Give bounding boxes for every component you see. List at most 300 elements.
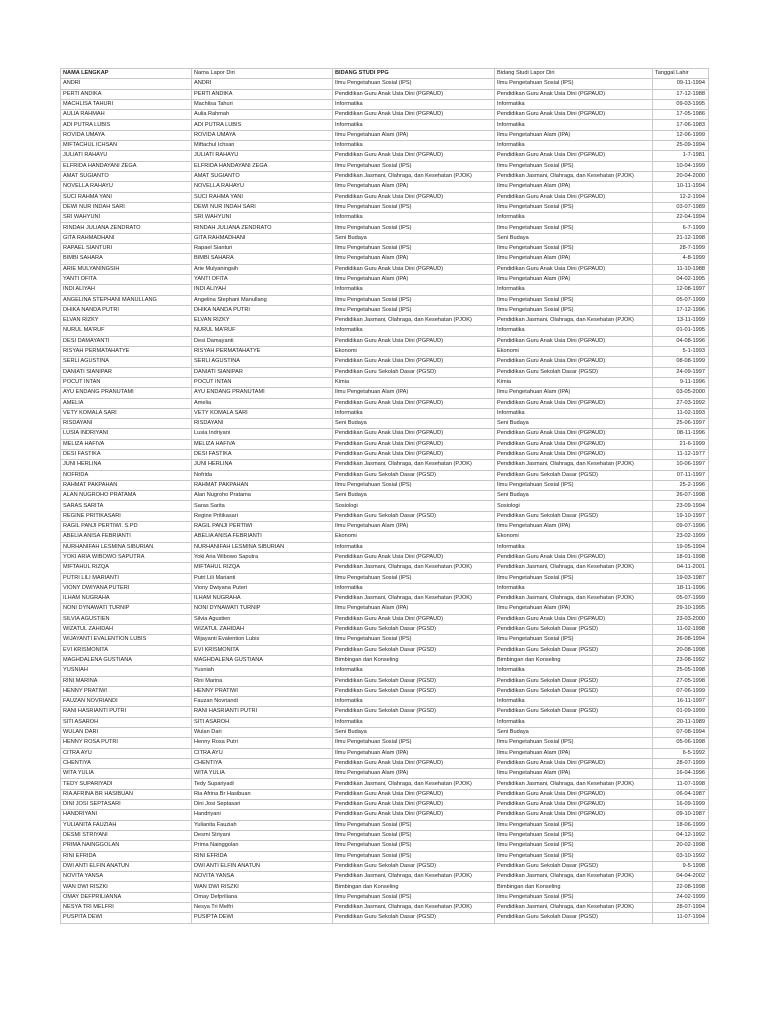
cell-nama-lapor-diri: Prima Nainggolan (192, 841, 333, 851)
cell-bidang-studi-lapor-diri: Pendidikan Jasmani, Olahraga, dan Kesehatan (PJOK) (495, 171, 653, 181)
cell-nama-lapor-diri: NOVELLA RAHAYU (192, 182, 333, 192)
cell-tanggal-lahir: 05-06-1998 (653, 738, 709, 748)
cell-bidang-studi-ppg: Pendidikan Jasmani, Olahraga, dan Kesehatan (PJOK) (333, 594, 495, 604)
cell-nama-lapor-diri: Regine Pritikasari (192, 511, 333, 521)
cell-nama-lapor-diri: YANTI OFITA (192, 274, 333, 284)
cell-bidang-studi-lapor-diri: Informatika (495, 120, 653, 130)
cell-bidang-studi-ppg: Pendidikan Guru Anak Usia Dini (PGPAUD) (333, 810, 495, 820)
cell-nama-lengkap: DINI JOSI SEPTASARI (61, 800, 192, 810)
cell-nama-lengkap: YUSNIAH (61, 666, 192, 676)
cell-tanggal-lahir: 18-06-1999 (653, 820, 709, 830)
cell-nama-lengkap: POCUT INTAN (61, 377, 192, 387)
cell-bidang-studi-lapor-diri: Ilmu Pengetahuan Alam (IPA) (495, 182, 653, 192)
table-row (61, 851, 709, 861)
cell-bidang-studi-ppg: Informatika (333, 213, 495, 223)
cell-tanggal-lahir: 12-06-1999 (653, 130, 709, 140)
table-row (61, 233, 709, 243)
cell-nama-lengkap: LUSIA INDRIYANI (61, 429, 192, 439)
cell-nama-lapor-diri: Lusia Indriyani (192, 429, 333, 439)
cell-bidang-studi-lapor-diri: Informatika (495, 213, 653, 223)
cell-bidang-studi-ppg: Ilmu Pengetahuan Sosial (IPS) (333, 295, 495, 305)
cell-bidang-studi-ppg: Kimia (333, 377, 495, 387)
cell-bidang-studi-ppg: Pendidikan Guru Sekolah Dasar (PGSD) (333, 470, 495, 480)
cell-tanggal-lahir: 22-08-1998 (653, 882, 709, 892)
cell-bidang-studi-ppg: Pendidikan Guru Anak Usia Dini (PGPAUD) (333, 151, 495, 161)
cell-nama-lapor-diri: NOVITA YANSA (192, 872, 333, 882)
cell-tanggal-lahir: 09-10-1987 (653, 810, 709, 820)
cell-nama-lapor-diri: PERTI ANDIKA (192, 89, 333, 99)
cell-nama-lengkap: RINI EFRIDA (61, 851, 192, 861)
cell-nama-lengkap: HANDRIYANI (61, 810, 192, 820)
cell-tanggal-lahir: 11-12-1977 (653, 449, 709, 459)
table-row (61, 872, 709, 882)
cell-bidang-studi-lapor-diri: Pendidikan Jasmani, Olahraga, dan Kesehatan (PJOK) (495, 460, 653, 470)
cell-bidang-studi-lapor-diri: Ilmu Pengetahuan Alam (IPA) (495, 748, 653, 758)
cell-bidang-studi-ppg: Ilmu Pengetahuan Sosial (IPS) (333, 635, 495, 645)
cell-nama-lengkap: AMAT SUGIANTO (61, 171, 192, 181)
cell-bidang-studi-ppg: Informatika (333, 408, 495, 418)
cell-nama-lengkap: MELIZA HAFIVA (61, 439, 192, 449)
table-row (61, 830, 709, 840)
cell-bidang-studi-ppg: Sosiologi (333, 501, 495, 511)
cell-bidang-studi-ppg: Informatika (333, 99, 495, 109)
cell-nama-lengkap: FAUZAN NOVRIANDI (61, 697, 192, 707)
table-row (61, 223, 709, 233)
cell-bidang-studi-ppg: Ilmu Pengetahuan Alam (IPA) (333, 130, 495, 140)
cell-nama-lapor-diri: RAGIL PANJI PERTIWI (192, 522, 333, 532)
cell-bidang-studi-ppg: Ilmu Pengetahuan Sosial (IPS) (333, 573, 495, 583)
cell-nama-lapor-diri: WIZATUL ZAHIDAH (192, 625, 333, 635)
cell-bidang-studi-lapor-diri: Ilmu Pengetahuan Sosial (IPS) (495, 295, 653, 305)
cell-nama-lengkap: AULIA RAHMAH (61, 110, 192, 120)
cell-bidang-studi-lapor-diri: Pendidikan Guru Anak Usia Dini (PGPAUD) (495, 789, 653, 799)
cell-nama-lengkap: GITA RAHMADHANI (61, 233, 192, 243)
cell-nama-lengkap: NOFRIDA (61, 470, 192, 480)
header-nama-lengkap: NAMA LENGKAP (61, 69, 192, 79)
cell-tanggal-lahir: 29-10-1995 (653, 604, 709, 614)
cell-bidang-studi-lapor-diri: Kimia (495, 377, 653, 387)
cell-tanggal-lahir: 05-07-1999 (653, 594, 709, 604)
cell-nama-lapor-diri: Wulan Dari (192, 728, 333, 738)
cell-tanggal-lahir: 11-02-1998 (653, 625, 709, 635)
table-row (61, 141, 709, 151)
table-row (61, 861, 709, 871)
cell-bidang-studi-lapor-diri: Pendidikan Jasmani, Olahraga, dan Kesehatan (PJOK) (495, 872, 653, 882)
cell-bidang-studi-ppg: Ilmu Pengetahuan Sosial (IPS) (333, 820, 495, 830)
cell-tanggal-lahir: 28-07-1994 (653, 903, 709, 913)
spreadsheet-sheet (60, 68, 708, 924)
cell-tanggal-lahir: 04-12-1992 (653, 830, 709, 840)
cell-bidang-studi-ppg: Ilmu Pengetahuan Sosial (IPS) (333, 851, 495, 861)
cell-tanggal-lahir: 9-11-1996 (653, 377, 709, 387)
table-row (61, 305, 709, 315)
table-row (61, 120, 709, 130)
cell-bidang-studi-ppg: Ilmu Pengetahuan Alam (IPA) (333, 748, 495, 758)
cell-tanggal-lahir: 21-6-1999 (653, 439, 709, 449)
cell-tanggal-lahir: 26-08-1994 (653, 635, 709, 645)
table-row (61, 522, 709, 532)
cell-bidang-studi-lapor-diri: Pendidikan Guru Anak Usia Dini (PGPAUD) (495, 552, 653, 562)
cell-nama-lengkap: RISYAH PERMATAHATYE (61, 347, 192, 357)
cell-nama-lengkap: PUSPITA DEWI (61, 913, 192, 923)
cell-bidang-studi-ppg: Pendidikan Guru Anak Usia Dini (PGPAUD) (333, 110, 495, 120)
cell-nama-lapor-diri: RISDAYANI (192, 419, 333, 429)
cell-tanggal-lahir: 20-08-1998 (653, 645, 709, 655)
table-row (61, 388, 709, 398)
cell-bidang-studi-ppg: Pendidikan Guru Anak Usia Dini (PGPAUD) (333, 614, 495, 624)
table-row (61, 645, 709, 655)
cell-bidang-studi-lapor-diri: Ilmu Pengetahuan Sosial (IPS) (495, 161, 653, 171)
cell-bidang-studi-lapor-diri: Pendidikan Guru Sekolah Dasar (PGSD) (495, 913, 653, 923)
table-row (61, 79, 709, 89)
cell-nama-lengkap: DANIATI SIANIPAR (61, 367, 192, 377)
cell-bidang-studi-ppg: Pendidikan Guru Anak Usia Dini (PGPAUD) (333, 336, 495, 346)
cell-bidang-studi-ppg: Seni Budaya (333, 491, 495, 501)
cell-nama-lapor-diri: MIFTAHUL RIZQA (192, 563, 333, 573)
cell-tanggal-lahir: 04-04-2002 (653, 872, 709, 882)
cell-bidang-studi-lapor-diri: Ilmu Pengetahuan Alam (IPA) (495, 769, 653, 779)
cell-bidang-studi-lapor-diri: Pendidikan Jasmani, Olahraga, dan Kesehatan (PJOK) (495, 779, 653, 789)
cell-bidang-studi-lapor-diri: Pendidikan Guru Sekolah Dasar (PGSD) (495, 645, 653, 655)
cell-nama-lengkap: SERLI AGUSTINA (61, 357, 192, 367)
cell-nama-lapor-diri: RAHMAT PAKPAHAN (192, 480, 333, 490)
cell-bidang-studi-lapor-diri: Ekonomi (495, 532, 653, 542)
cell-tanggal-lahir: 17-06-1983 (653, 120, 709, 130)
cell-nama-lapor-diri: JUNI HERLINA (192, 460, 333, 470)
header-bidang-studi-ppg: BIDANG STUDI PPG (333, 69, 495, 79)
table-row (61, 326, 709, 336)
cell-nama-lapor-diri: HENNY PRATIWI (192, 686, 333, 696)
table-row (61, 563, 709, 573)
cell-bidang-studi-ppg: Pendidikan Guru Sekolah Dasar (PGSD) (333, 686, 495, 696)
cell-bidang-studi-lapor-diri: Pendidikan Guru Anak Usia Dini (PGPAUD) (495, 89, 653, 99)
cell-bidang-studi-lapor-diri: Pendidikan Jasmani, Olahraga, dan Kesehatan (PJOK) (495, 316, 653, 326)
cell-nama-lapor-diri: Angelina Stephani Manullang (192, 295, 333, 305)
table-row (61, 367, 709, 377)
cell-bidang-studi-ppg: Pendidikan Guru Sekolah Dasar (PGSD) (333, 913, 495, 923)
cell-bidang-studi-ppg: Informatika (333, 120, 495, 130)
cell-nama-lengkap: AYU ENDANG PRANUTAMI (61, 388, 192, 398)
cell-tanggal-lahir: 06-04-1987 (653, 789, 709, 799)
cell-tanggal-lahir: 09-07-1996 (653, 522, 709, 532)
cell-nama-lapor-diri: Ria Afrina Br Hasibuan (192, 789, 333, 799)
table-row (61, 635, 709, 645)
cell-nama-lapor-diri: Fauzan Novriandi (192, 697, 333, 707)
cell-bidang-studi-lapor-diri: Pendidikan Guru Sekolah Dasar (PGSD) (495, 707, 653, 717)
cell-bidang-studi-lapor-diri: Ekonomi (495, 347, 653, 357)
cell-bidang-studi-lapor-diri: Ilmu Pengetahuan Sosial (IPS) (495, 820, 653, 830)
cell-tanggal-lahir: 26-07-1998 (653, 491, 709, 501)
cell-bidang-studi-lapor-diri: Pendidikan Guru Sekolah Dasar (PGSD) (495, 686, 653, 696)
cell-nama-lengkap: CHENTIYA (61, 758, 192, 768)
cell-nama-lapor-diri: ABELIA ANISA FEBRIANTI (192, 532, 333, 542)
cell-tanggal-lahir: 25-06-1997 (653, 419, 709, 429)
cell-nama-lapor-diri: BIMBI SAHARA (192, 254, 333, 264)
cell-bidang-studi-lapor-diri: Pendidikan Guru Anak Usia Dini (PGPAUD) (495, 192, 653, 202)
cell-bidang-studi-lapor-diri: Informatika (495, 717, 653, 727)
cell-bidang-studi-lapor-diri: Informatika (495, 666, 653, 676)
table-header-row (61, 69, 709, 79)
cell-nama-lengkap: WULAN DARI (61, 728, 192, 738)
cell-bidang-studi-ppg: Ilmu Pengetahuan Sosial (IPS) (333, 480, 495, 490)
table-row (61, 686, 709, 696)
table-body (61, 79, 709, 923)
cell-tanggal-lahir: 09-03-1995 (653, 99, 709, 109)
cell-bidang-studi-ppg: Bimbingan dan Konseling (333, 655, 495, 665)
cell-nama-lapor-diri: Rapael Sianturi (192, 244, 333, 254)
cell-bidang-studi-lapor-diri: Ilmu Pengetahuan Alam (IPA) (495, 130, 653, 140)
cell-tanggal-lahir: 4-8-1999 (653, 254, 709, 264)
cell-tanggal-lahir: 27-03-1992 (653, 398, 709, 408)
cell-tanggal-lahir: 03-07-1989 (653, 202, 709, 212)
cell-nama-lapor-diri: Viony Dwiyana Puteri (192, 583, 333, 593)
cell-tanggal-lahir: 1-7-1981 (653, 151, 709, 161)
table-row (61, 532, 709, 542)
cell-bidang-studi-ppg: Seni Budaya (333, 419, 495, 429)
cell-bidang-studi-ppg: Informatika (333, 666, 495, 676)
cell-bidang-studi-ppg: Informatika (333, 542, 495, 552)
table-row (61, 285, 709, 295)
cell-nama-lapor-diri: ILHAM NUGRAHA (192, 594, 333, 604)
cell-nama-lapor-diri: ELFRIDA HANDAYANI ZEGA (192, 161, 333, 171)
cell-tanggal-lahir: 23-03-2000 (653, 614, 709, 624)
cell-bidang-studi-ppg: Pendidikan Guru Anak Usia Dini (PGPAUD) (333, 398, 495, 408)
table-row (61, 583, 709, 593)
cell-nama-lapor-diri: ADI PUTRA LUBIS (192, 120, 333, 130)
cell-nama-lapor-diri: Desi Damayanti (192, 336, 333, 346)
cell-nama-lapor-diri: Henny Rosa Putri (192, 738, 333, 748)
table-row (61, 903, 709, 913)
cell-nama-lapor-diri: Desmi Striyani (192, 830, 333, 840)
cell-bidang-studi-ppg: Informatika (333, 141, 495, 151)
cell-tanggal-lahir: 03-05-2000 (653, 388, 709, 398)
table-row (61, 758, 709, 768)
cell-bidang-studi-lapor-diri: Ilmu Pengetahuan Sosial (IPS) (495, 202, 653, 212)
cell-bidang-studi-ppg: Pendidikan Guru Sekolah Dasar (PGSD) (333, 511, 495, 521)
cell-bidang-studi-ppg: Informatika (333, 583, 495, 593)
cell-nama-lapor-diri: SITI ASAROH (192, 717, 333, 727)
cell-nama-lengkap: RAPAEL SIANTURI (61, 244, 192, 254)
cell-nama-lengkap: DEWI NUR INDAH SARI (61, 202, 192, 212)
cell-tanggal-lahir: 19-03-1987 (653, 573, 709, 583)
cell-bidang-studi-lapor-diri: Informatika (495, 99, 653, 109)
cell-tanggal-lahir: 25-05-1998 (653, 666, 709, 676)
cell-tanggal-lahir: 16-11-1997 (653, 697, 709, 707)
cell-nama-lapor-diri: Alan Nugroho Pratama (192, 491, 333, 501)
cell-tanggal-lahir: 13-11-1999 (653, 316, 709, 326)
cell-nama-lengkap: HENNY ROSA PUTRI (61, 738, 192, 748)
table-row (61, 377, 709, 387)
cell-bidang-studi-ppg: Pendidikan Guru Anak Usia Dini (PGPAUD) (333, 800, 495, 810)
table-row (61, 738, 709, 748)
cell-nama-lengkap: ARIE MULYANINGSIH (61, 264, 192, 274)
header-bidang-studi-lapor-diri: Bidang Studi Lapor Diri (495, 69, 653, 79)
cell-bidang-studi-ppg: Pendidikan Guru Anak Usia Dini (PGPAUD) (333, 89, 495, 99)
cell-nama-lapor-diri: INDI ALIYAH (192, 285, 333, 295)
cell-bidang-studi-lapor-diri: Pendidikan Guru Sekolah Dasar (PGSD) (495, 676, 653, 686)
cell-bidang-studi-lapor-diri: Pendidikan Guru Anak Usia Dini (PGPAUD) (495, 151, 653, 161)
cell-nama-lengkap: TEDY SUPARIYADI (61, 779, 192, 789)
cell-bidang-studi-lapor-diri: Pendidikan Jasmani, Olahraga, dan Kesehatan (PJOK) (495, 563, 653, 573)
cell-nama-lengkap: ROVIDA UMAYA (61, 130, 192, 140)
cell-tanggal-lahir: 28-07-1999 (653, 758, 709, 768)
cell-nama-lapor-diri: NURUL MA'RUF (192, 326, 333, 336)
cell-bidang-studi-lapor-diri: Informatika (495, 583, 653, 593)
table-row (61, 89, 709, 99)
cell-nama-lapor-diri: PUSIPTA DEWI (192, 913, 333, 923)
cell-bidang-studi-ppg: Pendidikan Guru Sekolah Dasar (PGSD) (333, 625, 495, 635)
cell-nama-lengkap: CITRA AYU (61, 748, 192, 758)
cell-nama-lapor-diri: Yoki Aria Wibowo Saputra (192, 552, 333, 562)
cell-bidang-studi-ppg: Pendidikan Guru Anak Usia Dini (PGPAUD) (333, 552, 495, 562)
cell-nama-lapor-diri: SERLI AGUSTINA (192, 357, 333, 367)
cell-bidang-studi-lapor-diri: Ilmu Pengetahuan Alam (IPA) (495, 254, 653, 264)
table-row (61, 295, 709, 305)
table-row (61, 151, 709, 161)
cell-tanggal-lahir: 10-11-1994 (653, 182, 709, 192)
cell-bidang-studi-lapor-diri: Ilmu Pengetahuan Sosial (IPS) (495, 635, 653, 645)
cell-bidang-studi-lapor-diri: Pendidikan Guru Anak Usia Dini (PGPAUD) (495, 439, 653, 449)
cell-nama-lapor-diri: DESI FASTIKA (192, 449, 333, 459)
cell-nama-lengkap: JUNI HERLINA (61, 460, 192, 470)
cell-bidang-studi-ppg: Ekonomi (333, 347, 495, 357)
table-row (61, 408, 709, 418)
cell-bidang-studi-lapor-diri: Informatika (495, 542, 653, 552)
cell-nama-lengkap: DESMI STRIYANI (61, 830, 192, 840)
cell-nama-lengkap: YANTI OFITA (61, 274, 192, 284)
table-row (61, 697, 709, 707)
cell-nama-lapor-diri: ANDRI (192, 79, 333, 89)
cell-bidang-studi-ppg: Pendidikan Guru Anak Usia Dini (PGPAUD) (333, 429, 495, 439)
table-row (61, 666, 709, 676)
table-row (61, 676, 709, 686)
cell-nama-lengkap: ALAN NUGROHO PRATAMA (61, 491, 192, 501)
cell-nama-lengkap: RAHMAT PAKPAHAN (61, 480, 192, 490)
cell-tanggal-lahir: 20-04-2000 (653, 171, 709, 181)
cell-bidang-studi-lapor-diri: Informatika (495, 408, 653, 418)
cell-tanggal-lahir: 22-04-1994 (653, 213, 709, 223)
cell-nama-lengkap: MAGHDALENA GUSTIANA (61, 655, 192, 665)
cell-bidang-studi-ppg: Pendidikan Jasmani, Olahraga, dan Kesehatan (PJOK) (333, 872, 495, 882)
participants-table (60, 68, 709, 924)
cell-nama-lapor-diri: RISYAH PERMATAHATYE (192, 347, 333, 357)
table-row (61, 882, 709, 892)
cell-bidang-studi-ppg: Ilmu Pengetahuan Sosial (IPS) (333, 738, 495, 748)
cell-tanggal-lahir: 07-11-1997 (653, 470, 709, 480)
table-row (61, 429, 709, 439)
cell-nama-lengkap: WIZATUL ZAHIDAH (61, 625, 192, 635)
cell-bidang-studi-lapor-diri: Ilmu Pengetahuan Sosial (IPS) (495, 830, 653, 840)
cell-nama-lapor-diri: ELVAN RIZKY (192, 316, 333, 326)
cell-nama-lengkap: NESYA TRI MELFRI (61, 903, 192, 913)
table-row (61, 552, 709, 562)
cell-tanggal-lahir: 01-01-1995 (653, 326, 709, 336)
cell-tanggal-lahir: 12-08-1997 (653, 285, 709, 295)
cell-nama-lapor-diri: Rini Marina (192, 676, 333, 686)
cell-bidang-studi-lapor-diri: Ilmu Pengetahuan Sosial (IPS) (495, 305, 653, 315)
table-row (61, 892, 709, 902)
cell-bidang-studi-ppg: Ilmu Pengetahuan Sosial (IPS) (333, 223, 495, 233)
cell-nama-lengkap: YULIANITA FAUZIAH (61, 820, 192, 830)
cell-bidang-studi-ppg: Seni Budaya (333, 728, 495, 738)
cell-bidang-studi-lapor-diri: Pendidikan Guru Anak Usia Dini (PGPAUD) (495, 614, 653, 624)
table-row (61, 594, 709, 604)
cell-bidang-studi-ppg: Ilmu Pengetahuan Alam (IPA) (333, 254, 495, 264)
cell-tanggal-lahir: 20-11-1989 (653, 717, 709, 727)
table-row (61, 398, 709, 408)
cell-nama-lapor-diri: SRI WAHYUNI (192, 213, 333, 223)
table-row (61, 460, 709, 470)
cell-bidang-studi-lapor-diri: Ilmu Pengetahuan Sosial (IPS) (495, 738, 653, 748)
cell-bidang-studi-ppg: Pendidikan Jasmani, Olahraga, dan Kesehatan (PJOK) (333, 316, 495, 326)
cell-nama-lapor-diri: Yusniah (192, 666, 333, 676)
cell-nama-lapor-diri: MELIZA HAFIVA (192, 439, 333, 449)
cell-bidang-studi-ppg: Ilmu Pengetahuan Alam (IPA) (333, 604, 495, 614)
cell-tanggal-lahir: 21-12-1998 (653, 233, 709, 243)
cell-bidang-studi-ppg: Pendidikan Guru Anak Usia Dini (PGPAUD) (333, 357, 495, 367)
cell-nama-lapor-diri: Miftachul Ichsan (192, 141, 333, 151)
header-tanggal-lahir: Tanggal Lahir (653, 69, 709, 79)
cell-nama-lengkap: NOVELLA RAHAYU (61, 182, 192, 192)
cell-tanggal-lahir: 07-08-1994 (653, 728, 709, 738)
cell-nama-lengkap: SRI WAHYUNI (61, 213, 192, 223)
cell-bidang-studi-ppg: Pendidikan Jasmani, Olahraga, dan Kesehatan (PJOK) (333, 563, 495, 573)
cell-bidang-studi-lapor-diri: Informatika (495, 697, 653, 707)
table-row (61, 810, 709, 820)
cell-tanggal-lahir: 11-10-1988 (653, 264, 709, 274)
cell-bidang-studi-ppg: Informatika (333, 697, 495, 707)
cell-nama-lengkap: ADI PUTRA LUBIS (61, 120, 192, 130)
cell-nama-lengkap: WITA YULIA (61, 769, 192, 779)
cell-nama-lengkap: RINDAH JULIANA ZENDRATO (61, 223, 192, 233)
cell-nama-lapor-diri: RINDAH JULIANA ZENDRATO (192, 223, 333, 233)
cell-tanggal-lahir: 6-7-1999 (653, 223, 709, 233)
cell-bidang-studi-lapor-diri: Seni Budaya (495, 728, 653, 738)
cell-tanggal-lahir: 10-04-1999 (653, 161, 709, 171)
table-row (61, 99, 709, 109)
cell-tanggal-lahir: 25-2-1996 (653, 480, 709, 490)
table-row (61, 274, 709, 284)
cell-nama-lapor-diri: DANIATI SIANIPAR (192, 367, 333, 377)
cell-nama-lapor-diri: DWI ANTI ELFIN ANATUN (192, 861, 333, 871)
cell-nama-lapor-diri: JULIATI RAHAYU (192, 151, 333, 161)
cell-bidang-studi-ppg: Informatika (333, 326, 495, 336)
cell-nama-lengkap: DESI FASTIKA (61, 449, 192, 459)
cell-tanggal-lahir: 04-08-1996 (653, 336, 709, 346)
cell-nama-lapor-diri: Nofrida (192, 470, 333, 480)
cell-nama-lengkap: ILHAM NUGRAHA (61, 594, 192, 604)
cell-nama-lengkap: YOKI ARIA WIBOWO SAPUTRA (61, 552, 192, 562)
cell-nama-lapor-diri: Amelia (192, 398, 333, 408)
cell-bidang-studi-ppg: Seni Budaya (333, 233, 495, 243)
cell-bidang-studi-lapor-diri: Informatika (495, 285, 653, 295)
cell-bidang-studi-lapor-diri: Pendidikan Guru Sekolah Dasar (PGSD) (495, 470, 653, 480)
cell-tanggal-lahir: 11-07-1998 (653, 779, 709, 789)
cell-nama-lengkap: REGINE PRITIKASARI (61, 511, 192, 521)
table-row (61, 182, 709, 192)
cell-tanggal-lahir: 04-11-2001 (653, 563, 709, 573)
cell-nama-lapor-diri: CITRA AYU (192, 748, 333, 758)
cell-tanggal-lahir: 17-12-1996 (653, 305, 709, 315)
cell-tanggal-lahir: 08-08-1999 (653, 357, 709, 367)
cell-bidang-studi-ppg: Informatika (333, 285, 495, 295)
table-row (61, 264, 709, 274)
cell-nama-lapor-diri: POCUT INTAN (192, 377, 333, 387)
cell-nama-lengkap: ABELIA ANISA FEBRIANTI (61, 532, 192, 542)
cell-nama-lapor-diri: AYU ENDANG PRANUTAMI (192, 388, 333, 398)
cell-nama-lapor-diri: Silvia Agustien (192, 614, 333, 624)
cell-tanggal-lahir: 23-02-1999 (653, 532, 709, 542)
